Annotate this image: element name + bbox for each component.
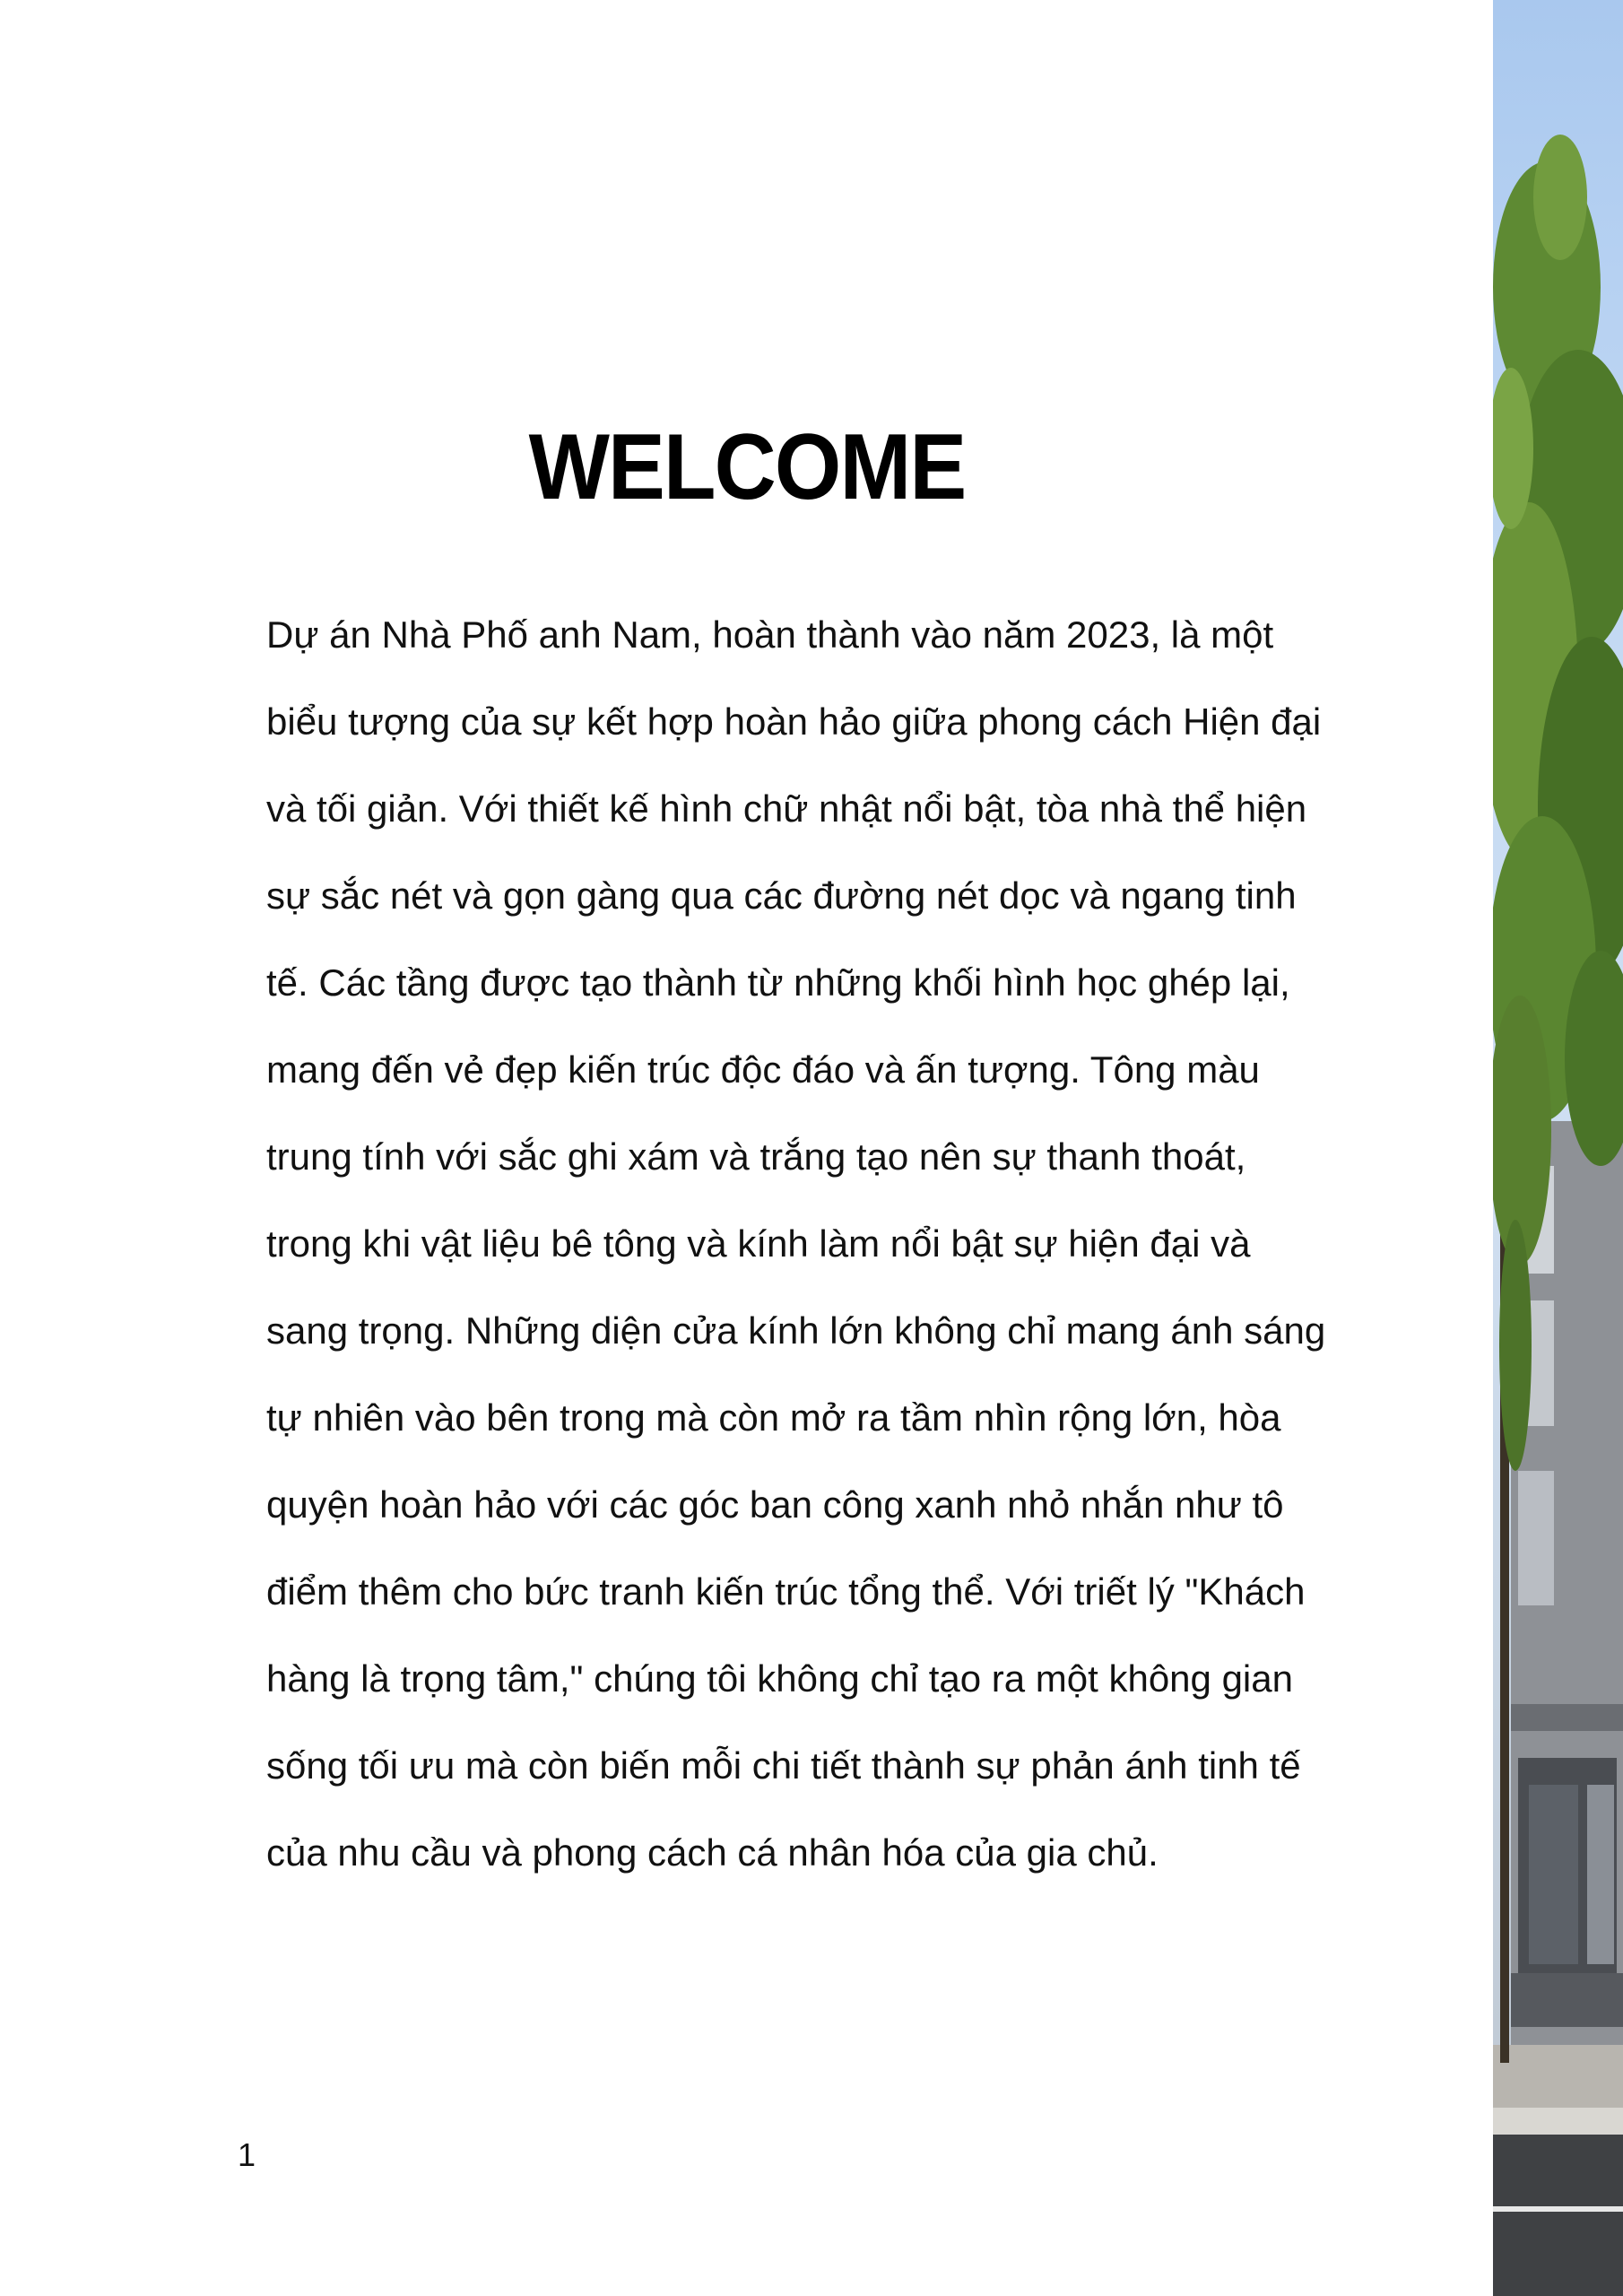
paragraph-line: sự sắc nét và gọn gàng qua các đường nét dọc và ngang tinh xyxy=(266,874,1297,917)
paragraph-line: của nhu cầu và phong cách cá nhân hóa của gia chủ. xyxy=(266,1831,1159,1874)
paragraph-line: tế. Các tầng được tạo thành từ những khối hình học ghép lại, xyxy=(266,961,1290,1004)
paragraph-line: và tối giản. Với thiết kế hình chữ nhật nổi bật, tòa nhà thể hiện xyxy=(266,787,1307,830)
paragraph-line: quyện hoàn hảo với các góc ban công xanh nhỏ nhắn như tô xyxy=(266,1483,1284,1526)
page-number: 1 xyxy=(238,2136,256,2173)
paragraph-line: trong khi vật liệu bê tông và kính làm nổi bật sự hiện đại và xyxy=(266,1222,1251,1265)
paragraph-line: Dự án Nhà Phố anh Nam, hoàn thành vào năm 2023, là một xyxy=(266,613,1274,656)
page-title: WELCOME xyxy=(528,415,966,519)
sidewalk xyxy=(1493,2045,1623,2108)
paragraph-line: điểm thêm cho bức tranh kiến trúc tổng thể. Với triết lý "Khách xyxy=(266,1570,1306,1613)
intro-paragraph xyxy=(266,591,1326,1896)
paragraph-line: tự nhiên vào bên trong mà còn mở ra tầm nhìn rộng lớn, hòa xyxy=(266,1396,1281,1439)
paragraph-line: sang trọng. Những diện cửa kính lớn không chỉ mang ánh sáng xyxy=(266,1309,1326,1352)
road xyxy=(1493,2135,1623,2296)
paragraph-line: biểu tượng của sự kết hợp hoàn hảo giữa phong cách Hiện đại xyxy=(266,700,1322,743)
paragraph-line: hàng là trọng tâm," chúng tôi không chỉ tạo ra một không gian xyxy=(266,1657,1293,1700)
paragraph-line: trung tính với sắc ghi xám và trắng tạo nên sự thanh thoát, xyxy=(266,1135,1246,1178)
building-photo xyxy=(1493,0,1623,2296)
paragraph-line: sống tối ưu mà còn biến mỗi chi tiết thành sự phản ánh tinh tế xyxy=(266,1744,1301,1787)
paragraph-line: mang đến vẻ đẹp kiến trúc độc đáo và ấn tượng. Tông màu xyxy=(266,1048,1260,1091)
building-photo-illustration xyxy=(1493,0,1623,2296)
